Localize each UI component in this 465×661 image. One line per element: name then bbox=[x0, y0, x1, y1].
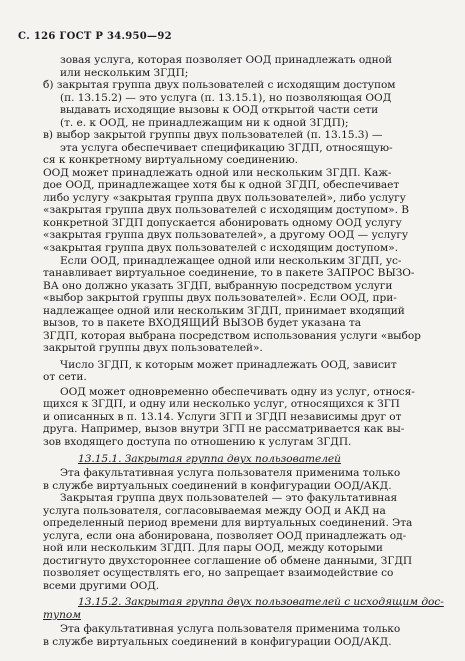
text-line: конкретной ЗГДП допускается абонировать одному ООД услугу bbox=[43, 217, 402, 229]
text-line: дое ООД, принадлежащее хотя бы к одной ЗГДП, обеспечивает bbox=[43, 179, 400, 191]
text-line: ной или нескольким ЗГДП. Для пары ООД, между которыми bbox=[43, 542, 383, 554]
text-line: закрытой группы двух пользователей». bbox=[43, 342, 263, 354]
list-item-b: б) закрытая группа двух пользователей с исходящим доступом bbox=[43, 79, 396, 91]
text-line: ВА оно должно указать ЗГДП, выбранную посредством услуги bbox=[43, 280, 393, 292]
text-line: или нескольким ЗГДП; bbox=[60, 67, 189, 79]
text-line: всеми другими ООД. bbox=[43, 580, 160, 592]
text-line: вызов, то в пакете ВХОДЯЩИЙ ВЫЗОВ будет указана та bbox=[43, 317, 362, 329]
text-line: и описанных в п. 13.14. Услуги ЗГП и ЗГДП независимы друг от bbox=[43, 411, 402, 423]
text-line: позволяет осуществлять его, но запрещает взаимодействие со bbox=[43, 567, 394, 579]
text-line: «выбор закрытой группы двух пользователей». Если ООД, при- bbox=[43, 292, 397, 304]
paragraph-start: Число ЗГДП, к которым может принадлежать ООД, зависит bbox=[60, 359, 397, 371]
text-line: (т. е. к ООД, не принадлежащим ни к одной ЗГДП); bbox=[60, 117, 349, 129]
text-line: определенный период времени для виртуальных соединений. Эта bbox=[43, 517, 413, 529]
text-line: «закрытая группа двух пользователей с исходящим доступом». В bbox=[43, 204, 409, 216]
text-line: эта услуга обеспечивает спецификацию ЗГДП, относящую- bbox=[60, 142, 393, 154]
paragraph-start: Закрытая группа двух пользователей — это факультативная bbox=[60, 492, 398, 504]
text-line: достигнуто двухстороннее соглашение об обмене данными, ЗГДП bbox=[43, 555, 413, 567]
text-line: щихся к ЗГДП, и одну или несколько услуг, относящихся к ЗГП bbox=[43, 398, 400, 410]
section-heading-13-15-2: 13.15.2. Закрытая группа двух пользователей с исходящим дос- bbox=[78, 596, 444, 608]
text-line: либо услугу «закрытая группа двух пользователей», либо услугу bbox=[43, 192, 406, 204]
text-line: надлежащее одной или нескольким ЗГДП, принимает входящий bbox=[43, 305, 405, 317]
text-line: ЗГДП, которая выбрана посредством использования услуги «выбор bbox=[43, 330, 421, 342]
page-header: С. 126 ГОСТ Р 34.950—92 bbox=[18, 31, 172, 42]
text-line: «закрытая группа двух пользователей», а другому ООД — услугу bbox=[43, 229, 409, 241]
text-line: зов входящего доступа по отношению к услугам ЗГДП. bbox=[43, 436, 352, 448]
text-line: (п. 13.15.2) — это услуга (п. 13.15.1), но позволяющая ООД bbox=[60, 92, 392, 104]
paragraph-start: Эта факультативная услуга пользователя применима только bbox=[60, 623, 401, 635]
paragraph-start: Эта факультативная услуга пользователя применима только bbox=[60, 467, 401, 479]
text-line: от сети. bbox=[43, 371, 87, 383]
section-heading-13-15-1: 13.15.1. Закрытая группа двух пользователей bbox=[78, 453, 341, 465]
text-line: услуга пользователя, согласовываемая между ООД и АКД на bbox=[43, 505, 386, 517]
text-line: ся к конкретному виртуальному соединению. bbox=[43, 154, 298, 166]
paragraph-start: Если ООД, принадлежащее одной или нескольким ЗГДП, ус- bbox=[60, 255, 402, 267]
text-line: в службе виртуальных соединений в конфигурации ООД/АКД. bbox=[43, 636, 392, 648]
text-line: друга. Например, вызов внутри ЗГП не рассматривается как вы- bbox=[43, 423, 405, 435]
list-item-v: в) выбор закрытой группы двух пользователей (п. 13.15.3) — bbox=[43, 129, 383, 141]
text-line: танавливает виртуальное соединение, то в пакете ЗАПРОС ВЫЗО- bbox=[43, 267, 415, 279]
text-line: выдавать исходящие вызовы к ООД открытой части сети bbox=[60, 104, 379, 116]
text-line: услуга, если она абонирована, позволяет ООД принадлежать од- bbox=[43, 530, 407, 542]
section-heading-continuation: тупом bbox=[43, 609, 81, 621]
text-line: зовая услуга, которая позволяет ООД принадлежать одной bbox=[60, 54, 392, 66]
paragraph-start: ООД может одновременно обеспечивать одну из услуг, относя- bbox=[60, 386, 415, 398]
text-line: «закрытая группа двух пользователей с исходящим доступом». bbox=[43, 242, 398, 254]
paragraph-start: ООД может принадлежать одной или нескольким ЗГДП. Каж- bbox=[43, 167, 392, 179]
text-line: в службе виртуальных соединений в конфигурации ООД/АКД. bbox=[43, 480, 392, 492]
